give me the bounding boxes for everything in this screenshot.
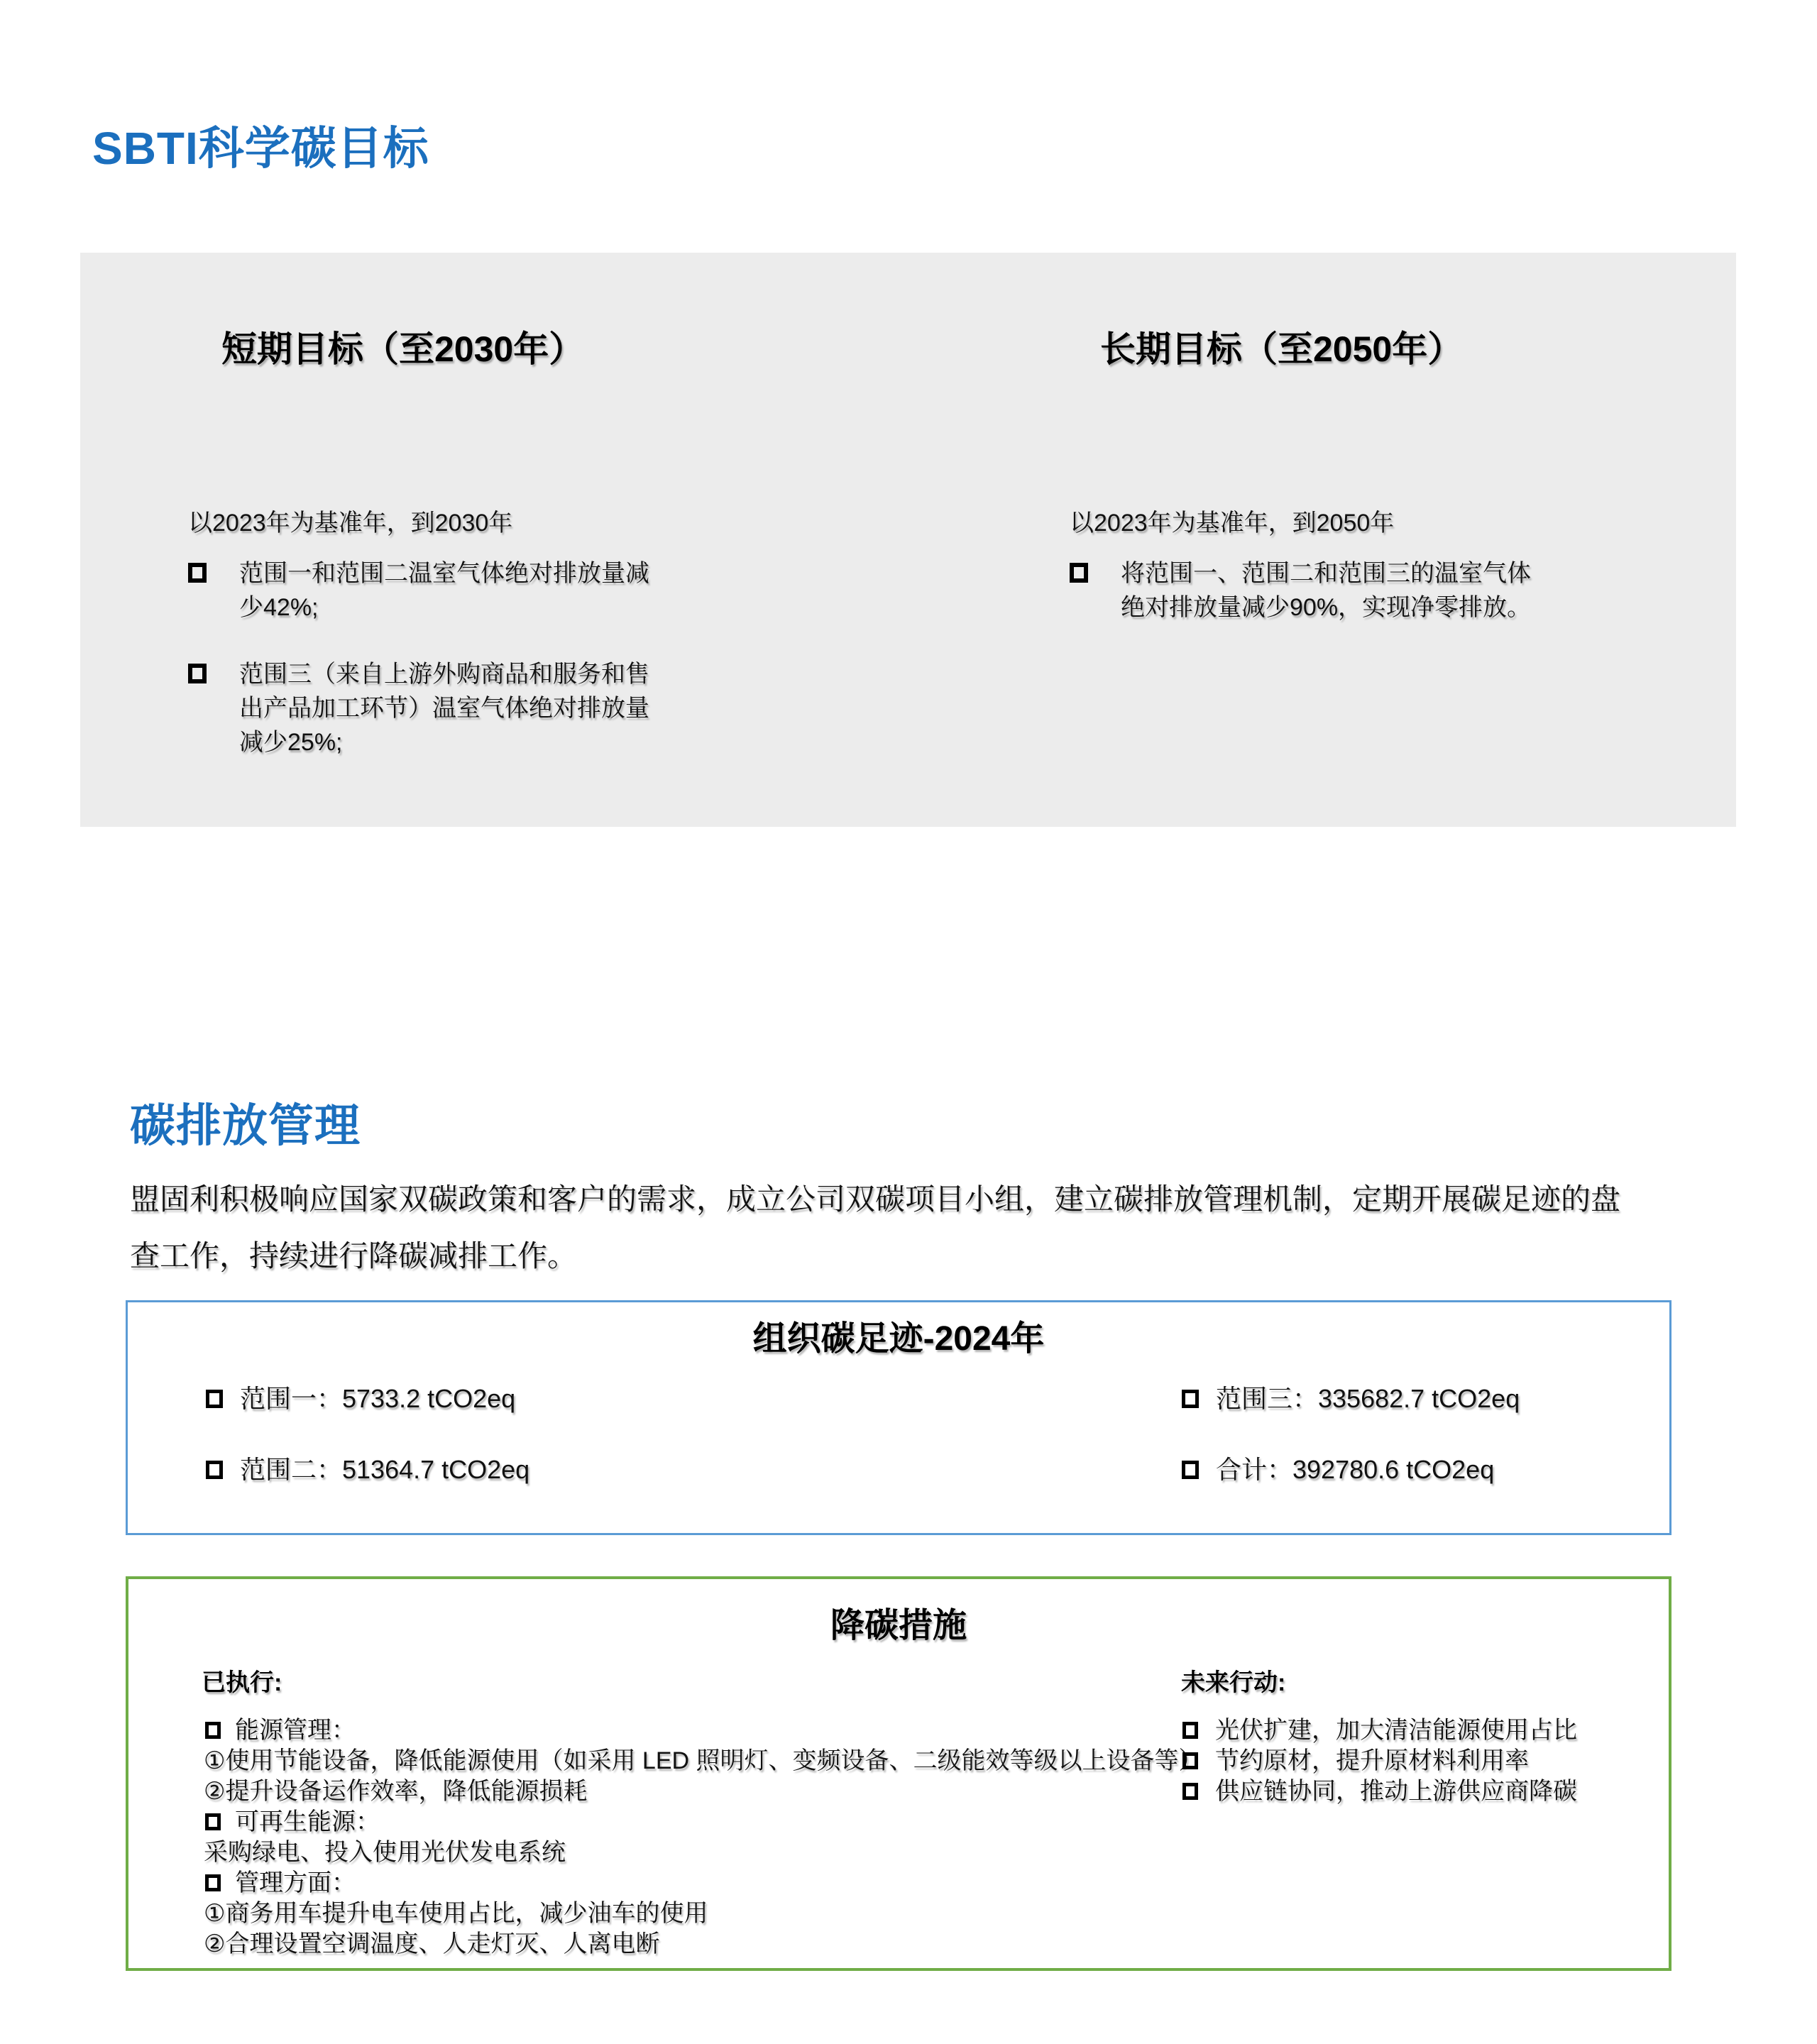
ballot-box-icon	[1070, 563, 1088, 583]
list-item-text: 能源管理：	[235, 1717, 356, 1744]
executed-measures-list	[204, 1715, 1203, 1960]
list-item	[204, 1776, 1169, 1807]
list-item	[1070, 556, 1536, 625]
footprint-item-scope1	[206, 1384, 515, 1414]
list-item	[1181, 1776, 1649, 1807]
measures-title: 降碳措施	[830, 1607, 967, 1644]
ballot-box-icon	[1182, 1461, 1199, 1479]
list-item-text: ①商务用车提升电车使用占比，减少油车的使用	[204, 1900, 708, 1927]
page-title-carbon-management: 碳排放管理	[130, 1100, 361, 1151]
list-item	[1181, 1746, 1649, 1776]
footprint-item-scope2	[206, 1455, 529, 1485]
list-item-text: ①使用节能设备，降低能源使用（如采用 LED 照明灯、变频设备、二级能效等级以上设备等）	[204, 1747, 1203, 1774]
future-actions-label: 未来行动:	[1181, 1669, 1286, 1696]
list-item	[204, 1837, 1169, 1868]
ballot-box-icon	[205, 1874, 221, 1891]
short-term-bullet-list	[188, 556, 654, 792]
list-item-text: 节约原材，提升原材料利用率	[1215, 1747, 1529, 1774]
ballot-box-icon	[188, 664, 207, 683]
goals-panel	[80, 253, 1736, 827]
list-item-text: ②合理设置空调温度、人走灯灭、人离电断	[204, 1930, 660, 1957]
list-item	[204, 1868, 1169, 1899]
long-term-bullet-list	[1070, 556, 1536, 657]
footprint-item-text: 合计：392780.6 tCO2eq	[1216, 1455, 1495, 1484]
list-item-text: 可再生能源：	[235, 1808, 380, 1835]
ballot-box-icon	[1182, 1783, 1198, 1800]
ballot-box-icon	[1182, 1752, 1198, 1769]
intro-paragraph: 盟固利积极响应国家双碳政策和客户的需求，成立公司双碳项目小组，建立碳排放管理机制，定期开展碳足迹的盘查工作，持续进行降碳减排工作。	[130, 1182, 1621, 1273]
list-item	[204, 1746, 1203, 1776]
list-item	[188, 657, 654, 759]
ballot-box-icon	[205, 1722, 221, 1739]
ballot-box-icon	[1182, 1390, 1199, 1408]
short-term-goal-heading: 短期目标（至2030年）	[221, 329, 585, 369]
footprint-item-total	[1182, 1455, 1494, 1485]
ballot-box-icon	[206, 1461, 223, 1479]
list-item	[204, 1715, 1169, 1746]
ballot-box-icon	[1182, 1722, 1198, 1739]
list-item-text: 将范围一、范围二和范围三的温室气体绝对排放量减少90%，实现净零排放。	[1121, 560, 1532, 621]
footprint-item-scope3	[1182, 1384, 1520, 1414]
list-item-text: 采购绿电、投入使用光伏发电系统	[204, 1839, 566, 1866]
list-item-text: ②提升设备运作效率，降低能源损耗	[204, 1778, 588, 1805]
list-item	[188, 556, 654, 625]
list-item-text: 范围一和范围二温室气体绝对排放量减少42%;	[239, 560, 649, 621]
list-item	[204, 1929, 1169, 1960]
footprint-item-text: 范围一：5733.2 tCO2eq	[240, 1384, 516, 1413]
carbon-reduction-card	[126, 1576, 1671, 1971]
carbon-footprint-title: 组织碳足迹-2024年	[752, 1320, 1045, 1358]
executed-label: 已执行:	[202, 1669, 282, 1696]
long-term-goal-heading: 长期目标（至2050年）	[1100, 329, 1464, 369]
ballot-box-icon	[206, 1390, 223, 1408]
list-item	[204, 1807, 1169, 1837]
footprint-item-text: 范围二：51364.7 tCO2eq	[240, 1455, 530, 1484]
ballot-box-icon	[188, 563, 207, 583]
long-term-baseline: 以2023年为基准年，到2050年	[1070, 510, 1395, 537]
ballot-box-icon	[205, 1813, 221, 1830]
carbon-footprint-card	[126, 1300, 1671, 1535]
list-item	[204, 1899, 1169, 1929]
list-item-text: 范围三（来自上游外购商品和服务和售出产品加工环节）温室气体绝对排放量减少25%;	[239, 661, 649, 756]
list-item-text: 光伏扩建，加大清洁能源使用占比	[1215, 1717, 1577, 1744]
page-title-sbti: SBTI科学碳目标	[92, 123, 429, 174]
list-item-text: 供应链协同，推动上游供应商降碳	[1215, 1778, 1577, 1805]
list-item-text: 管理方面：	[235, 1869, 356, 1896]
footprint-item-text: 范围三：335682.7 tCO2eq	[1216, 1384, 1520, 1413]
short-term-baseline: 以2023年为基准年，到2030年	[188, 510, 513, 537]
list-item	[1181, 1715, 1649, 1746]
future-actions-list	[1181, 1715, 1649, 1807]
